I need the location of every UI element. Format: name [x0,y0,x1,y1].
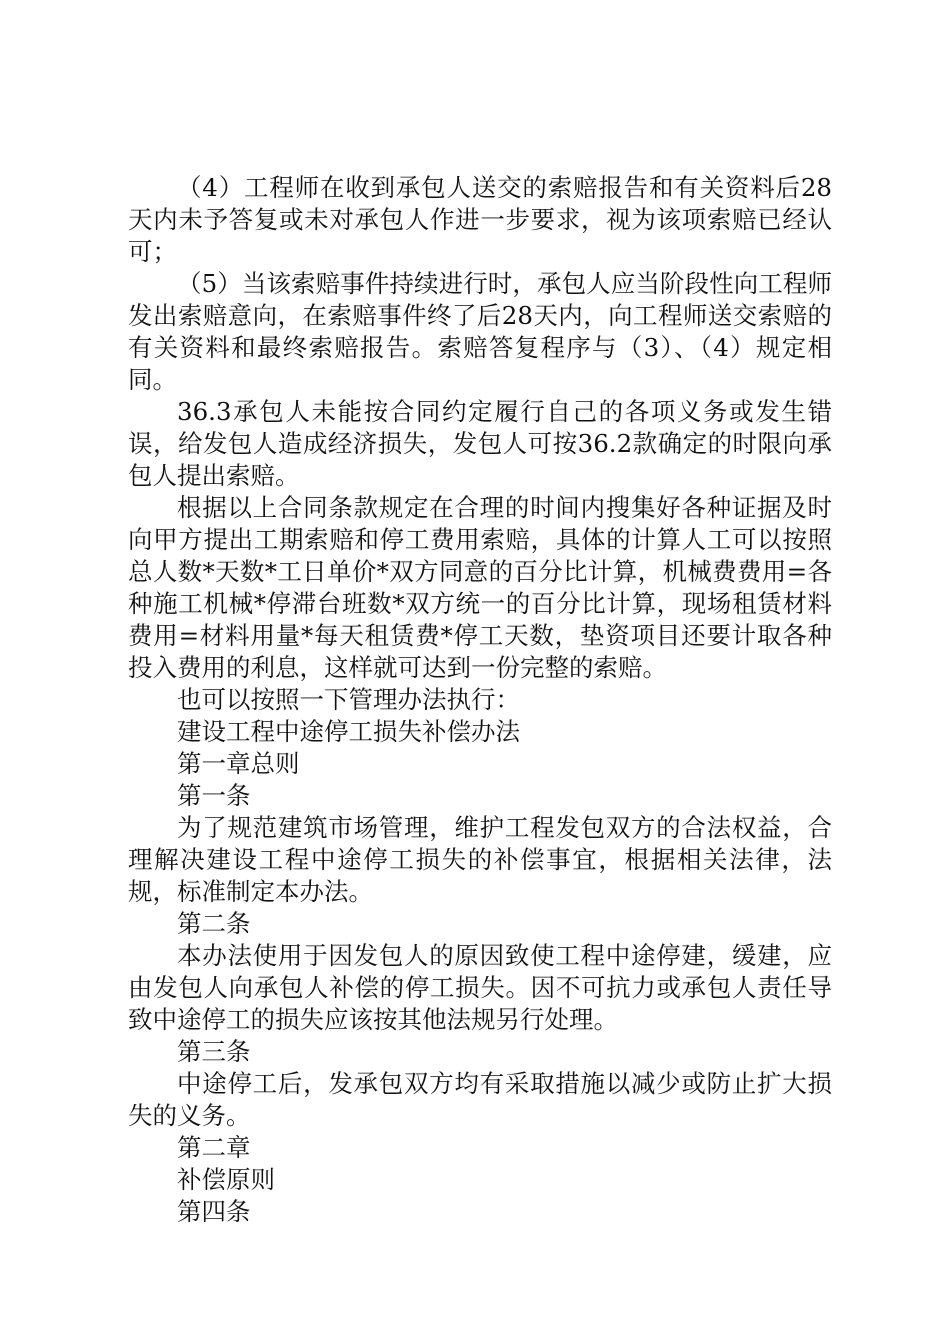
chapter-two-title: 补偿原则 [177,1165,275,1194]
paragraph-item-4-clause: （4）工程师在收到承包人送交的索赔报告和有关资料后28天内未予答复或未对承包人作进一步要求，视为该项索赔已经认可； [128,173,832,266]
regulation-title: 建设工程中途停工损失补偿办法 [177,717,520,746]
article-four-heading: 第四条 [177,1197,251,1226]
article-three-text: 中途停工后，发承包双方均有采取措施以减少或防止扩大损失的义务。 [128,1069,832,1130]
article-one-text: 为了规范建筑市场管理，维护工程发包双方的合法权益，合理解决建设工程中途停工损失的补偿事宜，根据相关法律，法规，标准制定本办法。 [128,813,832,906]
document-body [128,172,832,1228]
chapter-two-heading: 第二章 [177,1133,251,1162]
paragraph-item-5-clause: （5）当该索赔事件持续进行时，承包人应当阶段性向工程师发出索赔意向，在索赔事件终了后28天内，向工程师送交索赔的有关资料和最终索赔报告。索赔答复程序与（3）、（4）规定相同。 [128,269,832,394]
article-one-heading: 第一条 [177,781,251,810]
article-two-text: 本办法使用于因发包人的原因致使工程中途停建，缓建，应由发包人向承包人补偿的停工损失。因不可抗力或承包人责任导致中途停工的损失应该按其他法规另行处理。 [128,941,832,1034]
article-three-heading: 第三条 [177,1037,251,1066]
paragraph-alternative-method: 也可以按照一下管理办法执行： [177,685,520,714]
chapter-one-heading: 第一章总则 [177,749,300,778]
paragraph-clause-36-3: 36.3承包人未能按合同约定履行自己的各项义务或发生错误，给发包人造成经济损失，发包人可按36.2款确定的时限向承包人提出索赔。 [128,397,832,490]
article-two-heading: 第二条 [177,909,251,938]
paragraph-claim-calculation: 根据以上合同条款规定在合理的时间内搜集好各种证据及时向甲方提出工期索赔和停工费用索赔，具体的计算人工可以按照总人数*天数*工日单价*双方同意的百分比计算，机械费费用=各种施工机械*停滞台班数*双方统一的百分比计算，现场租赁材料费用=材料用量*每天租赁费*停工天数，垫资项目还要计取各种投入费用的利息，这样就可达到一份完整的索赔。 [128,493,832,682]
